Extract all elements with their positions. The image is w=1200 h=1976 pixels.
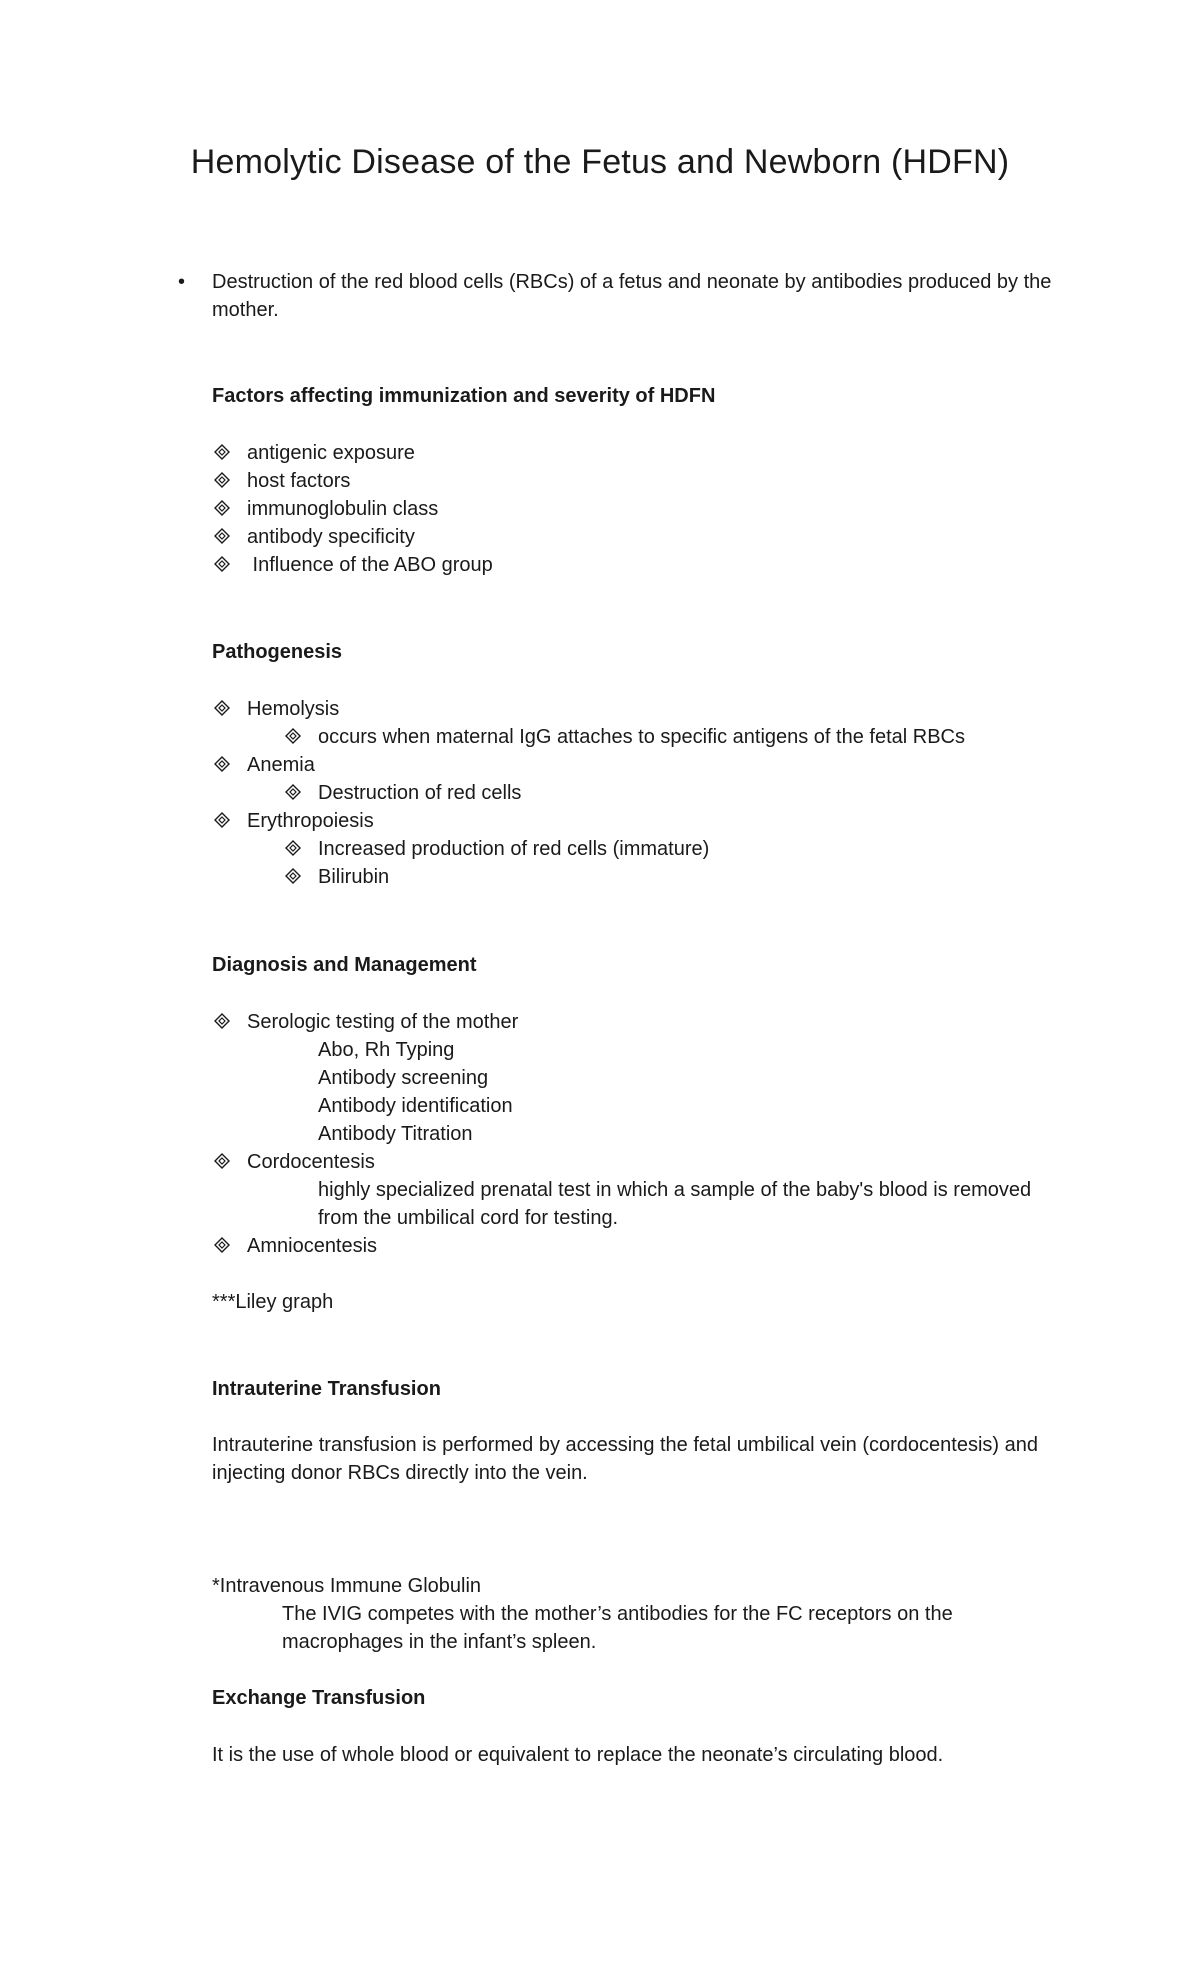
exchange-line-1: It is the use of whole blood or equivalent to replace the neonate’s circulating blood. [212, 1744, 944, 1766]
diamond-bullet-icon [285, 868, 301, 884]
pathogenesis-heading: Pathogenesis [212, 641, 343, 663]
diamond-bullet-icon [214, 812, 230, 828]
diamond-bullet-icon [214, 1153, 230, 1169]
serologic-subitem: Abo, Rh Typing [318, 1039, 455, 1061]
diamond-bullet-icon [214, 1237, 230, 1253]
diagnosis-heading: Diagnosis and Management [212, 954, 477, 976]
pathogenesis-item: Anemia [247, 754, 315, 776]
exchange-heading: Exchange Transfusion [212, 1687, 426, 1709]
pathogenesis-subitem: Bilirubin [318, 866, 390, 888]
diamond-bullet-icon [214, 472, 230, 488]
cordocentesis-desc-1: highly specialized prenatal test in which a sample of the baby's blood is removed [318, 1179, 1032, 1201]
serologic-subitem: Antibody screening [318, 1067, 489, 1089]
diamond-bullet-icon [214, 700, 230, 716]
diamond-bullet-icon [285, 728, 301, 744]
intrauterine-line-1: Intrauterine transfusion is performed by accessing the fetal umbilical vein (cordocentesis) and [212, 1434, 1038, 1456]
serologic-subitem: Antibody identification [318, 1095, 513, 1117]
factor-item: immunoglobulin class [247, 498, 439, 520]
diagnosis-item: Cordocentesis [247, 1151, 375, 1173]
diamond-bullet-icon [214, 500, 230, 516]
ivig-heading: *Intravenous Immune Globulin [212, 1575, 482, 1597]
factor-item: antigenic exposure [247, 442, 415, 464]
factor-item: host factors [247, 470, 351, 492]
intro-line-2: mother. [212, 299, 279, 321]
intrauterine-heading: Intrauterine Transfusion [212, 1378, 441, 1400]
pathogenesis-subitem: occurs when maternal IgG attaches to specific antigens of the fetal RBCs [318, 726, 965, 748]
intro-line-1: Destruction of the red blood cells (RBCs) of a fetus and neonate by antibodies produced by the [212, 271, 1052, 293]
diamond-bullet-icon [285, 840, 301, 856]
diagnosis-item: Amniocentesis [247, 1235, 378, 1257]
bullet-dot: • [178, 271, 186, 293]
factor-item: Influence of the ABO group [247, 554, 493, 576]
diamond-bullet-icon [214, 1013, 230, 1029]
pathogenesis-subitem: Increased production of red cells (immature) [318, 838, 710, 860]
liley-graph-note: ***Liley graph [212, 1291, 334, 1313]
diamond-bullet-icon [214, 756, 230, 772]
diagnosis-item: Serologic testing of the mother [247, 1011, 519, 1033]
ivig-line-1: The IVIG competes with the mother’s antibodies for the FC receptors on the [282, 1603, 953, 1625]
diamond-bullet-icon [214, 444, 230, 460]
diamond-bullet-icon [214, 528, 230, 544]
factors-heading: Factors affecting immunization and severity of HDFN [212, 385, 716, 407]
pathogenesis-item: Erythropoiesis [247, 810, 374, 832]
cordocentesis-desc-2: from the umbilical cord for testing. [318, 1207, 619, 1229]
diamond-bullet-icon [285, 784, 301, 800]
serologic-subitem: Antibody Titration [318, 1123, 473, 1145]
document-title: Hemolytic Disease of the Fetus and Newborn (HDFN) [190, 143, 1010, 181]
diamond-bullet-icon [214, 556, 230, 572]
ivig-line-2: macrophages in the infant’s spleen. [282, 1631, 597, 1653]
factor-item: antibody specificity [247, 526, 415, 548]
intrauterine-line-2: injecting donor RBCs directly into the vein. [212, 1462, 588, 1484]
pathogenesis-item: Hemolysis [247, 698, 340, 720]
pathogenesis-subitem: Destruction of red cells [318, 782, 522, 804]
